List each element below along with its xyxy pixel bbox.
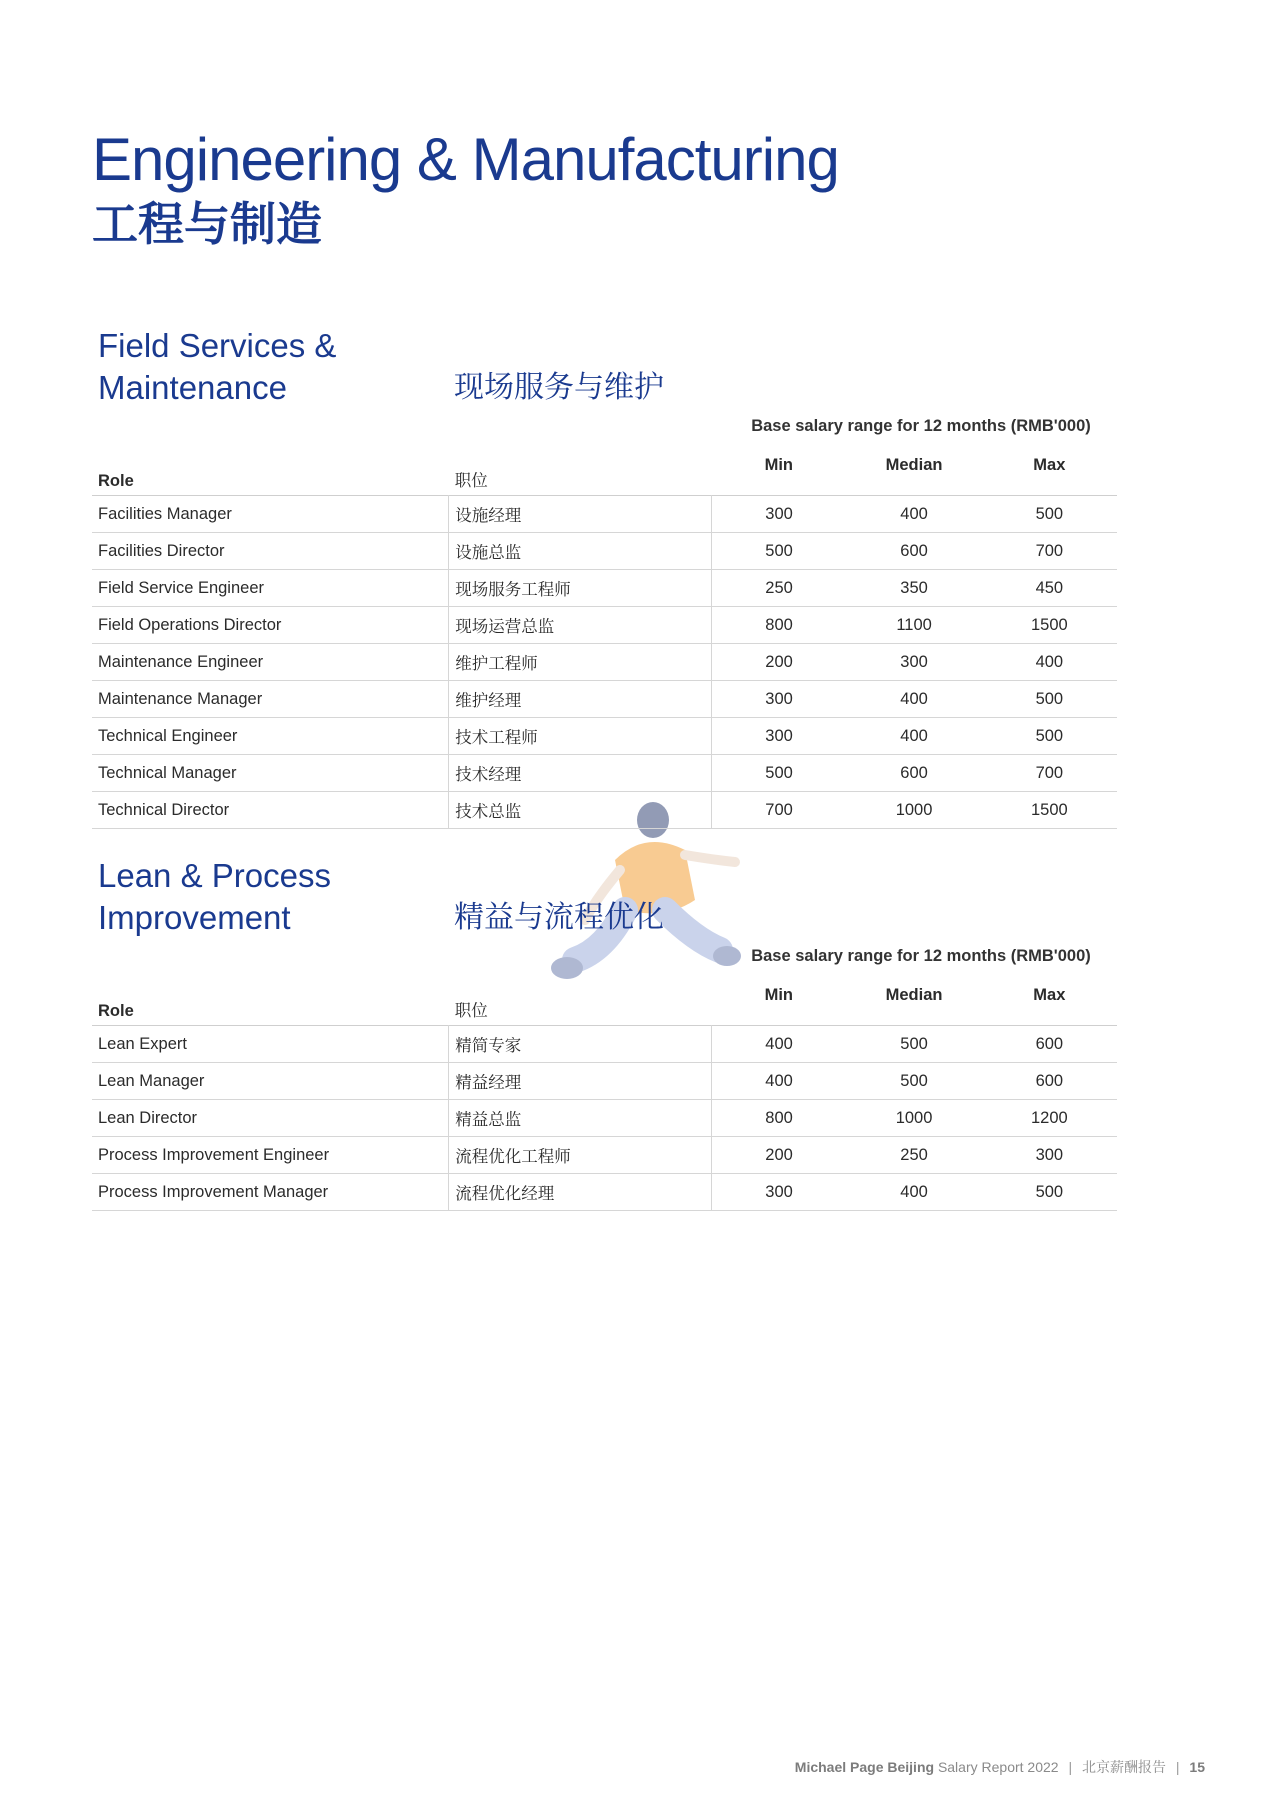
- table-row: [92, 570, 1117, 607]
- min-cell: 300: [711, 681, 846, 718]
- table-row: [92, 496, 1117, 533]
- role-cell: Technical Manager: [92, 755, 449, 792]
- col-header-median: Median: [885, 455, 943, 474]
- footer-separator: |: [1068, 1759, 1073, 1775]
- col-header-role-zh: 职位: [454, 1002, 488, 1020]
- section-title-en: Lean & Process Improvement: [98, 857, 331, 936]
- role-cell: Field Operations Director: [92, 607, 449, 644]
- col-header-min: Min: [764, 985, 794, 1004]
- col-header-min: Min: [764, 455, 794, 474]
- role-zh-cell: 技术总监: [449, 792, 712, 829]
- max-cell: 500: [982, 681, 1117, 718]
- table-row: [92, 1100, 1117, 1137]
- min-cell: 400: [711, 1026, 846, 1063]
- role-cell: Field Service Engineer: [92, 570, 449, 607]
- table-row: [92, 755, 1117, 792]
- median-cell: 600: [846, 755, 981, 792]
- role-zh-cell: 现场服务工程师: [449, 570, 712, 607]
- median-cell: 400: [846, 718, 981, 755]
- role-zh-cell: 精简专家: [449, 1026, 712, 1063]
- min-cell: 500: [711, 755, 846, 792]
- min-cell: 400: [711, 1063, 846, 1100]
- table-row: [92, 1174, 1117, 1211]
- section-title-zh: 现场服务与维护: [454, 371, 664, 404]
- footer-report-zh: 北京薪酬报告: [1082, 1759, 1166, 1775]
- role-cell: Lean Manager: [92, 1063, 449, 1100]
- role-cell: Technical Director: [92, 792, 449, 829]
- col-header-role-zh: 职位: [454, 472, 488, 490]
- role-zh-cell: 维护工程师: [449, 644, 712, 681]
- max-cell: 300: [982, 1137, 1117, 1174]
- page-title-zh: 工程与制造: [92, 198, 322, 251]
- role-zh-cell: 精益经理: [449, 1063, 712, 1100]
- median-cell: 400: [846, 681, 981, 718]
- col-header-median: Median: [885, 985, 943, 1004]
- footer-separator: |: [1175, 1759, 1180, 1775]
- median-cell: 1100: [846, 607, 981, 644]
- table-row: [92, 1137, 1117, 1174]
- page-number: 15: [1189, 1759, 1205, 1775]
- min-cell: 200: [711, 644, 846, 681]
- table-row: [92, 644, 1117, 681]
- median-cell: 1000: [846, 792, 981, 829]
- min-cell: 300: [711, 1174, 846, 1211]
- table-row: [92, 792, 1117, 829]
- role-zh-cell: 技术工程师: [449, 718, 712, 755]
- table-row: [92, 1026, 1117, 1063]
- page-footer: [795, 1757, 1205, 1777]
- table-row: [92, 607, 1117, 644]
- median-cell: 500: [846, 1063, 981, 1100]
- table-header-row: [92, 975, 1117, 1026]
- role-cell: Facilities Manager: [92, 496, 449, 533]
- max-cell: 500: [982, 496, 1117, 533]
- table-row: [92, 681, 1117, 718]
- salary-range-caption: Base salary range for 12 months (RMB'000): [751, 947, 1091, 965]
- median-cell: 400: [846, 496, 981, 533]
- median-cell: 600: [846, 533, 981, 570]
- min-cell: 200: [711, 1137, 846, 1174]
- role-zh-cell: 流程优化经理: [449, 1174, 712, 1211]
- max-cell: 700: [982, 755, 1117, 792]
- min-cell: 250: [711, 570, 846, 607]
- median-cell: 300: [846, 644, 981, 681]
- role-cell: Maintenance Engineer: [92, 644, 449, 681]
- min-cell: 700: [711, 792, 846, 829]
- col-header-role: Role: [98, 472, 134, 490]
- col-header-role: Role: [98, 1002, 134, 1020]
- role-cell: Process Improvement Manager: [92, 1174, 449, 1211]
- max-cell: 1500: [982, 792, 1117, 829]
- col-header-max: Max: [1033, 455, 1066, 474]
- role-zh-cell: 现场运营总监: [449, 607, 712, 644]
- salary-table: [92, 445, 1117, 829]
- role-zh-cell: 维护经理: [449, 681, 712, 718]
- median-cell: 350: [846, 570, 981, 607]
- min-cell: 500: [711, 533, 846, 570]
- max-cell: 1200: [982, 1100, 1117, 1137]
- role-zh-cell: 技术经理: [449, 755, 712, 792]
- median-cell: 1000: [846, 1100, 981, 1137]
- section-title-en: Field Services & Maintenance: [98, 327, 337, 406]
- page-title: [92, 126, 839, 251]
- max-cell: 700: [982, 533, 1117, 570]
- section-title-zh: 精益与流程优化: [454, 901, 664, 934]
- col-header-max: Max: [1033, 985, 1066, 1004]
- page-title-en: Engineering & Manufacturing: [92, 126, 839, 193]
- role-cell: Lean Director: [92, 1100, 449, 1137]
- role-zh-cell: 设施经理: [449, 496, 712, 533]
- role-cell: Lean Expert: [92, 1026, 449, 1063]
- role-cell: Process Improvement Engineer: [92, 1137, 449, 1174]
- role-zh-cell: 设施总监: [449, 533, 712, 570]
- min-cell: 300: [711, 496, 846, 533]
- role-zh-cell: 流程优化工程师: [449, 1137, 712, 1174]
- table-row: [92, 533, 1117, 570]
- role-cell: Maintenance Manager: [92, 681, 449, 718]
- min-cell: 800: [711, 1100, 846, 1137]
- footer-report: Salary Report 2022: [937, 1759, 1059, 1775]
- role-cell: Facilities Director: [92, 533, 449, 570]
- table-header-row: [92, 445, 1117, 496]
- max-cell: 500: [982, 1174, 1117, 1211]
- max-cell: 600: [982, 1026, 1117, 1063]
- table-row: [92, 718, 1117, 755]
- median-cell: 500: [846, 1026, 981, 1063]
- min-cell: 800: [711, 607, 846, 644]
- footer-brand: Michael Page Beijing: [794, 1759, 935, 1775]
- role-cell: Technical Engineer: [92, 718, 449, 755]
- max-cell: 1500: [982, 607, 1117, 644]
- role-zh-cell: 精益总监: [449, 1100, 712, 1137]
- max-cell: 400: [982, 644, 1117, 681]
- salary-table: [92, 975, 1117, 1211]
- median-cell: 400: [846, 1174, 981, 1211]
- max-cell: 600: [982, 1063, 1117, 1100]
- table-row: [92, 1063, 1117, 1100]
- max-cell: 500: [982, 718, 1117, 755]
- min-cell: 300: [711, 718, 846, 755]
- median-cell: 250: [846, 1137, 981, 1174]
- salary-range-caption: Base salary range for 12 months (RMB'000): [751, 417, 1091, 435]
- max-cell: 450: [982, 570, 1117, 607]
